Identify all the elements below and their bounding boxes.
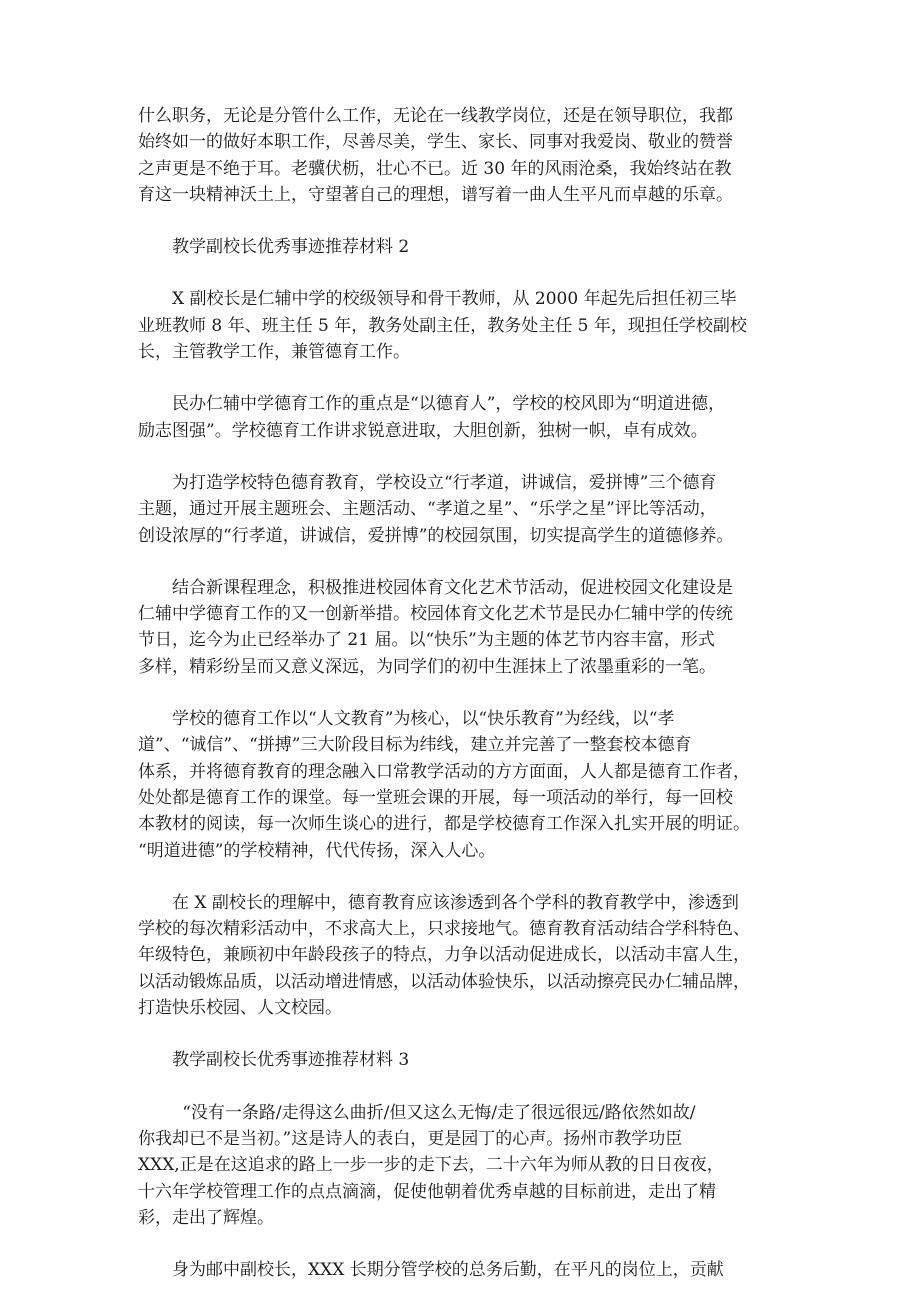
text-line: “没有一条路/走得这么曲折/但又这么无悔/走了很远很远/路依然如故/ <box>182 1102 696 1123</box>
paragraph <box>138 1257 793 1283</box>
text-line: 育这一块精神沃土上，守望著自己的理想，谱写着一曲人生平凡而卓越的乐章。 <box>138 184 733 205</box>
paragraph <box>138 391 793 444</box>
text-line: X 副校长是仁辅中学的校级领导和骨干教师，从 2000 年起先后担任初三毕 <box>172 289 737 310</box>
text-line: 处处都是德育工作的课堂。每一堂班会课的开展，每一项活动的举行，每一回校 <box>138 787 733 808</box>
section-heading-3 <box>138 1047 793 1073</box>
text-line: 道”、“诚信”、“拼搏”三大阶段目标为纬线，建立并完善了一整套校本德育 <box>138 735 692 756</box>
text-line: 打造快乐校园、人文校园。 <box>138 998 342 1019</box>
text-line: 什么职务，无论是分管什么工作，无论在一线教学岗位，还是在领导职位，我都 <box>138 106 733 126</box>
section-heading-2 <box>138 234 793 260</box>
text-line: 在 X 副校长的理解中，德育教育应该渗透到各个学科的教育教学中，渗透到 <box>172 892 739 913</box>
text-line: 结合新课程理念，积极推进校园体育文化艺术节活动，促进校园文化建设是 <box>172 577 733 598</box>
text-line: XXX,正是在这追求的路上一步一步的走下去，二十六年为师从教的日日夜夜， <box>138 1155 724 1176</box>
text-line: “明道进德”的学校精神，代代传扬，深入人心。 <box>138 840 496 861</box>
text-line: 多样，精彩纷呈而又意义深远，为同学们的初中生涯抹上了浓墨重彩的一笔。 <box>138 656 716 677</box>
text-line: 仁辅中学德育工作的又一创新举措。校园体育文化艺术节是民办仁辅中学的传统 <box>138 604 733 625</box>
paragraph <box>138 470 793 549</box>
text-line: 体系，并将德育教育的理念融入口常教学活动的方方面面，人人都是德育工作者， <box>138 761 750 782</box>
text-line: 年级特色，兼顾初中年龄段孩子的特点，力争以活动促进成长，以活动丰富人生， <box>138 945 750 966</box>
paragraph <box>138 890 793 1021</box>
paragraph <box>138 706 793 864</box>
text-line: 长，主管教学工作，兼管德育工作。 <box>138 342 410 363</box>
text-line: 之声更是不绝于耳。老骥伏枥，壮心不已。近 30 年的风雨沧桑，我始终站在教 <box>138 158 732 179</box>
document-body <box>138 103 793 1309</box>
heading-text: 教学副校长优秀事迹推荐材料 2 <box>172 237 410 258</box>
text-line: 节日，迄今为止已经举办了 21 届。以“快乐”为主题的体艺节内容丰富，形式 <box>138 630 715 651</box>
text-line: 励志图强”。学校德育工作讲求锐意进取，大胆创新，独树一帜，卓有成效。 <box>138 420 708 441</box>
text-line: 学校的德育工作以“人文教育”为核心，以“快乐教育”为经线，以“孝 <box>172 709 675 730</box>
paragraph-continuation <box>138 103 793 208</box>
text-line: 彩，走出了辉煌。 <box>138 1207 274 1228</box>
text-line: 民办仁辅中学德育工作的重点是“以德育人”，学校的校风即为“明道进德， <box>172 394 726 415</box>
text-line: 身为邮中副校长，XXX 长期分管学校的总务后勤，在平凡的岗位上，贡献 <box>172 1260 724 1281</box>
text-line: 业班教师 8 年、班主任 5 年，教务处副主任，教务处主任 5 年，现担任学校副校 <box>138 315 747 336</box>
text-line: 你我却已不是当初。”这是诗人的表白，更是园丁的心声。扬州市教学功臣 <box>138 1128 683 1149</box>
text-line: 创设浓厚的“行孝道，讲诚信，爱拼博”的校园氛围，切实提高学生的道德修养。 <box>138 525 734 546</box>
text-line: 始终如一的做好本职工作，尽善尽美，学生、家长、同事对我爱岗、敬业的赞誉 <box>138 132 733 153</box>
paragraph <box>138 286 793 365</box>
text-line: 主题，通过开展主题班会、主题活动、“孝道之星”、“乐学之星”评比等活动， <box>138 499 717 520</box>
paragraph <box>138 575 793 680</box>
text-line: 十六年学校管理工作的点点滴滴，促使他朝着优秀卓越的目标前进，走出了精 <box>138 1181 716 1202</box>
text-line: 学校的每次精彩活动中，不求高大上，只求接地气。德育教育活动结合学科特色、 <box>138 919 750 940</box>
text-line: 以活动锻炼品质，以活动增进情感，以活动体验快乐，以活动擦亮民办仁辅品牌， <box>138 971 750 992</box>
text-line: 本教材的阅读，每一次师生谈心的进行，都是学校德育工作深入扎实开展的明证。 <box>138 814 750 835</box>
heading-text: 教学副校长优秀事迹推荐材料 3 <box>172 1050 410 1071</box>
paragraph-quote <box>138 1100 793 1231</box>
text-line: 为打造学校特色德育教育，学校设立“行孝道，讲诚信，爱拼博”三个德育 <box>172 472 717 493</box>
